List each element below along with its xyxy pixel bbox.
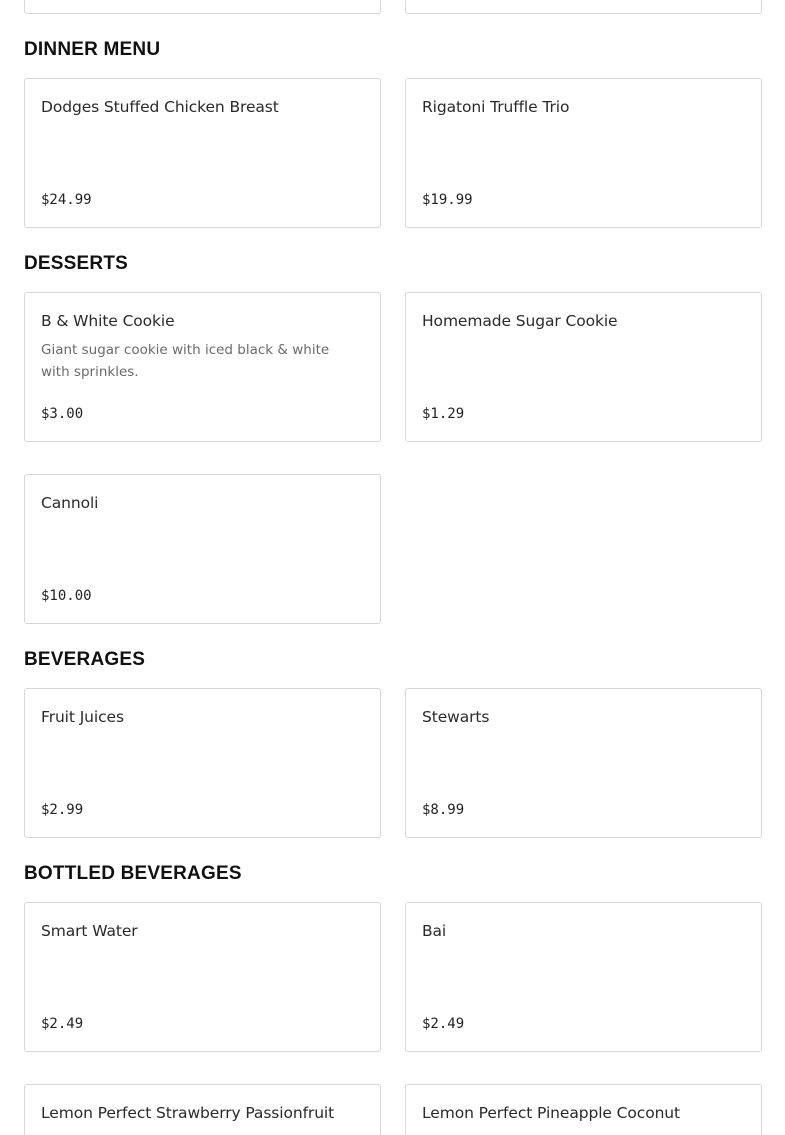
menu-item-price: $1.29 (422, 406, 465, 422)
menu-item-name: Cannoli (41, 494, 99, 512)
section-title-bottled-beverages: BOTTLED BEVERAGES (24, 863, 242, 884)
menu-item-card[interactable] (24, 78, 381, 228)
menu-item-name: Fruit Juices (41, 708, 124, 726)
menu-item-card[interactable] (405, 1084, 762, 1135)
menu-item-card[interactable] (405, 292, 762, 442)
menu-item-price: $2.49 (41, 1016, 84, 1032)
menu-item-name: Lemon Perfect Pineapple Coconut (422, 1104, 681, 1122)
menu-item-name: Stewarts (422, 708, 490, 726)
menu-item-card[interactable] (24, 474, 381, 624)
menu-item-card[interactable] (405, 78, 762, 228)
menu-item-card[interactable] (24, 0, 381, 14)
menu-item-name: Dodges Stuffed Chicken Breast (41, 98, 279, 116)
menu-item-description: Giant sugar cookie with iced black & white with sprinkles. (41, 342, 330, 380)
menu-item-name: Bai (422, 922, 447, 940)
section-title-beverages: BEVERAGES (24, 649, 146, 670)
menu-item-card[interactable] (405, 902, 762, 1052)
menu-item-price: $8.99 (422, 802, 465, 818)
menu-item-name: Smart Water (41, 922, 138, 940)
menu-item-name: Rigatoni Truffle Trio (422, 98, 570, 116)
menu-item-card[interactable] (405, 0, 762, 14)
menu-item-price: $24.99 (41, 192, 92, 208)
menu-item-price: $2.99 (41, 802, 84, 818)
menu-item-price: $19.99 (422, 192, 473, 208)
menu-item-price: $3.00 (41, 406, 84, 422)
menu-item-card[interactable] (24, 688, 381, 838)
menu-item-name: Lemon Perfect Strawberry Passionfruit (41, 1104, 335, 1122)
menu-item-card[interactable] (24, 1084, 381, 1135)
menu-item-card[interactable] (24, 292, 381, 442)
section-title-dinner-menu: DINNER MENU (24, 39, 161, 60)
menu-item-name: Homemade Sugar Cookie (422, 312, 618, 330)
section-title-desserts: DESSERTS (24, 253, 129, 274)
menu-item-card[interactable] (24, 902, 381, 1052)
menu-item-price: $10.00 (41, 588, 92, 604)
menu-item-card[interactable] (405, 688, 762, 838)
menu-item-price: $2.49 (422, 1016, 465, 1032)
menu-item-name: B & White Cookie (41, 312, 175, 330)
